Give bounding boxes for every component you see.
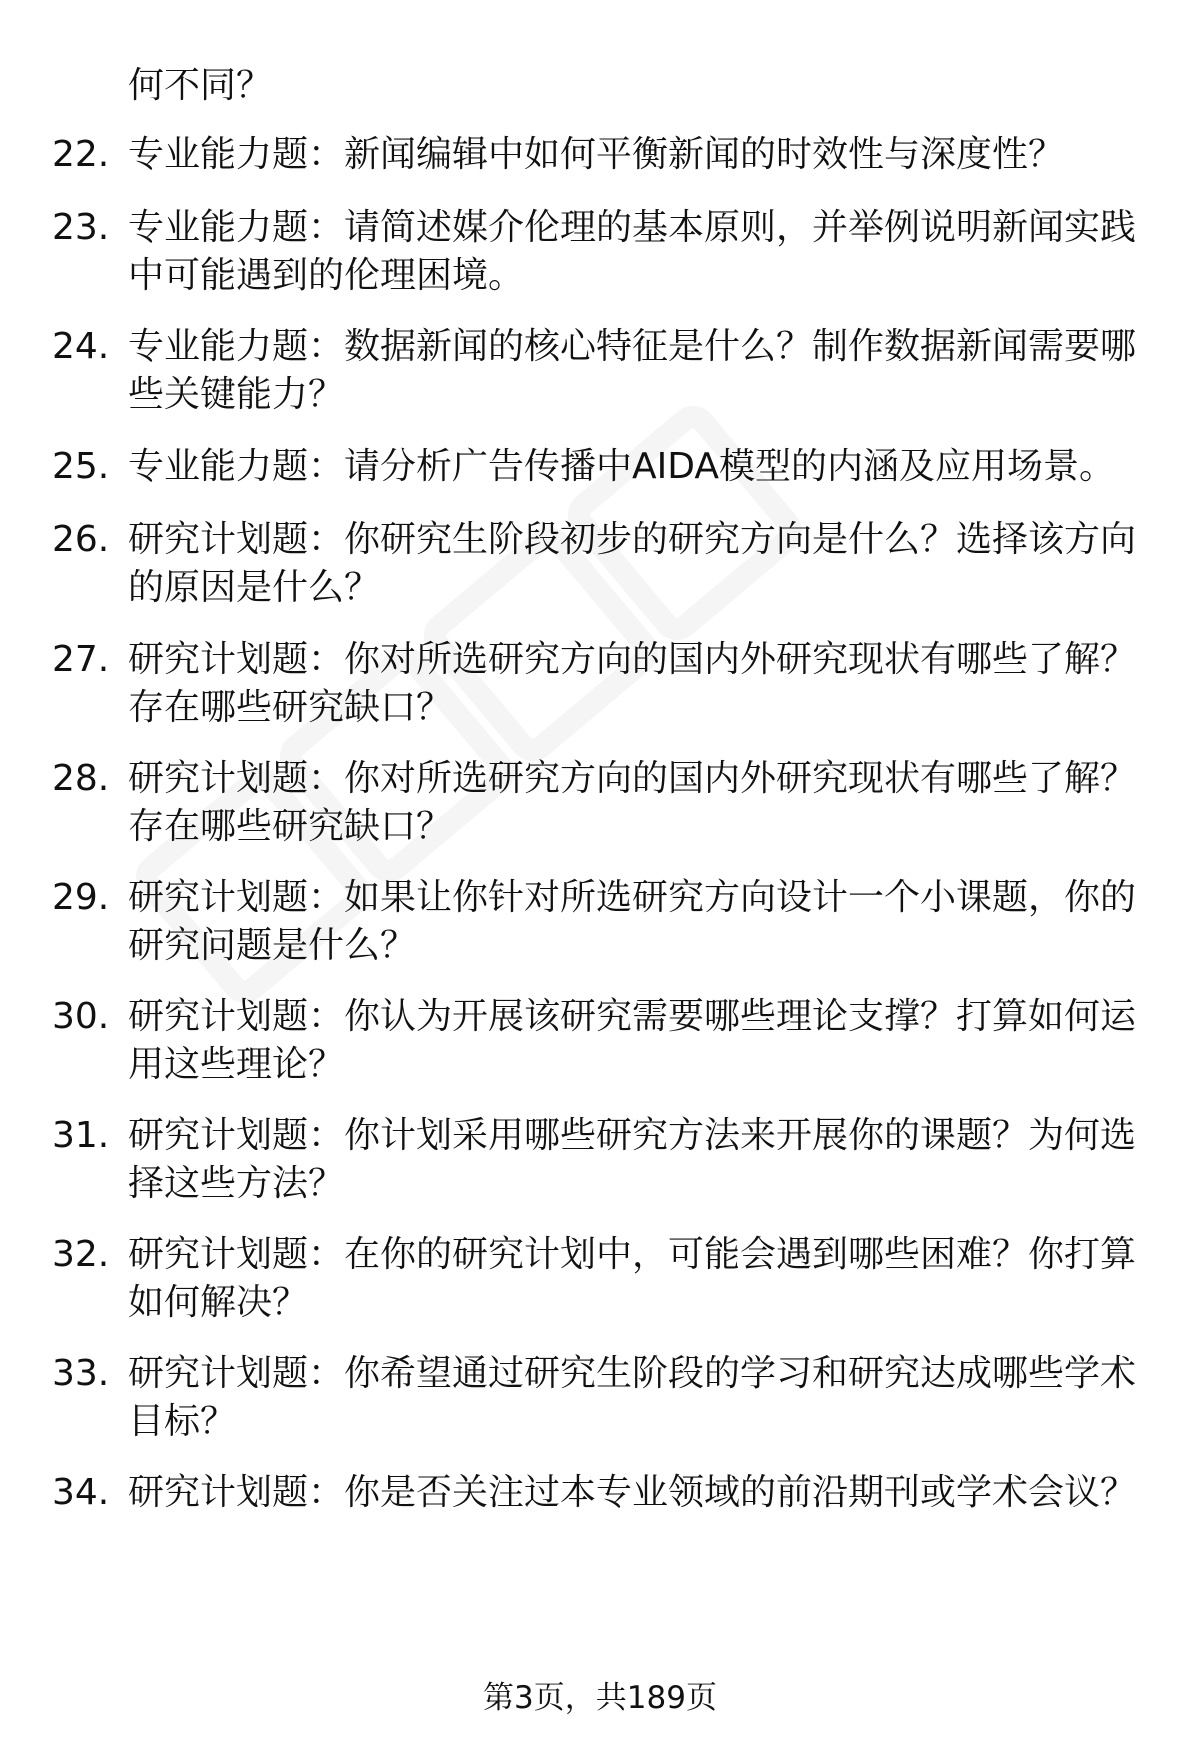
question-number: 22. <box>52 134 110 175</box>
question-number: 28. <box>52 758 110 799</box>
question-number: 29. <box>52 877 110 918</box>
question-text <box>128 516 1138 612</box>
question-text <box>128 1350 1138 1446</box>
question-line: 目标？ <box>128 1401 237 1442</box>
question-line: 研究计划题：你计划采用哪些研究方法来开展你的课题？为何选 <box>128 1115 1137 1156</box>
question-line: 专业能力题：请分析广告传播中AIDA模型的内涵及应用场景。 <box>128 446 1115 487</box>
question-number: 26. <box>52 519 110 560</box>
question-number: 31. <box>52 1115 110 1156</box>
question-line: 用这些理论？ <box>128 1044 345 1085</box>
question-line: 存在哪些研究缺口？ <box>128 687 453 728</box>
question-line: 研究计划题：你研究生阶段初步的研究方向是什么？选择该方向 <box>128 519 1137 560</box>
question-line: 研究计划题：你认为开展该研究需要哪些理论支撑？打算如何运 <box>128 996 1137 1037</box>
question-text <box>128 131 1138 179</box>
question-line: 专业能力题：新闻编辑中如何平衡新闻的时效性与深度性？ <box>128 134 1065 175</box>
question-text <box>128 993 1138 1089</box>
question-number: 32. <box>52 1234 110 1275</box>
question-text <box>128 1469 1138 1517</box>
question-line: 如何解决？ <box>128 1282 309 1323</box>
question-line: 的原因是什么？ <box>128 567 381 608</box>
question-line: 研究计划题：你是否关注过本专业领域的前沿期刊或学术会议？ <box>128 1472 1137 1513</box>
question-line: 中可能遇到的伦理困境。 <box>128 255 525 296</box>
question-line: 研究计划题：你希望通过研究生阶段的学习和研究达成哪些学术 <box>128 1353 1137 1394</box>
question-text <box>128 323 1138 419</box>
question-line: 存在哪些研究缺口？ <box>128 806 453 847</box>
question-number: 27. <box>52 639 110 680</box>
question-text <box>128 636 1138 732</box>
question-text <box>128 443 1138 491</box>
page-footer: 第3页，共189页 <box>483 1680 717 1716</box>
question-line: 专业能力题：数据新闻的核心特征是什么？制作数据新闻需要哪 <box>128 326 1137 367</box>
question-number: 33. <box>52 1353 110 1394</box>
question-text <box>128 1231 1138 1327</box>
question-text: 何不同？ <box>128 65 273 106</box>
question-number: 24. <box>52 326 110 367</box>
question-text <box>128 1112 1138 1208</box>
question-line: 研究计划题：如果让你针对所选研究方向设计一个小课题，你的 <box>128 877 1137 918</box>
question-line: 研究计划题：你对所选研究方向的国内外研究现状有哪些了解？ <box>128 639 1137 680</box>
question-number: 30. <box>52 996 110 1037</box>
question-line: 专业能力题：请简述媒介伦理的基本原则，并举例说明新闻实践 <box>128 207 1137 248</box>
question-line: 研究计划题：在你的研究计划中，可能会遇到哪些困难？你打算 <box>128 1234 1137 1275</box>
question-number: 23. <box>52 207 110 248</box>
question-text <box>128 874 1138 970</box>
question-text <box>128 204 1138 300</box>
question-line: 研究问题是什么？ <box>128 925 417 966</box>
question-number: 25. <box>52 446 110 487</box>
question-line: 研究计划题：你对所选研究方向的国内外研究现状有哪些了解？ <box>128 758 1137 799</box>
question-line: 择这些方法？ <box>128 1163 345 1204</box>
question-line: 些关键能力？ <box>128 374 345 415</box>
question-number: 34. <box>52 1472 110 1513</box>
question-text <box>128 755 1138 851</box>
